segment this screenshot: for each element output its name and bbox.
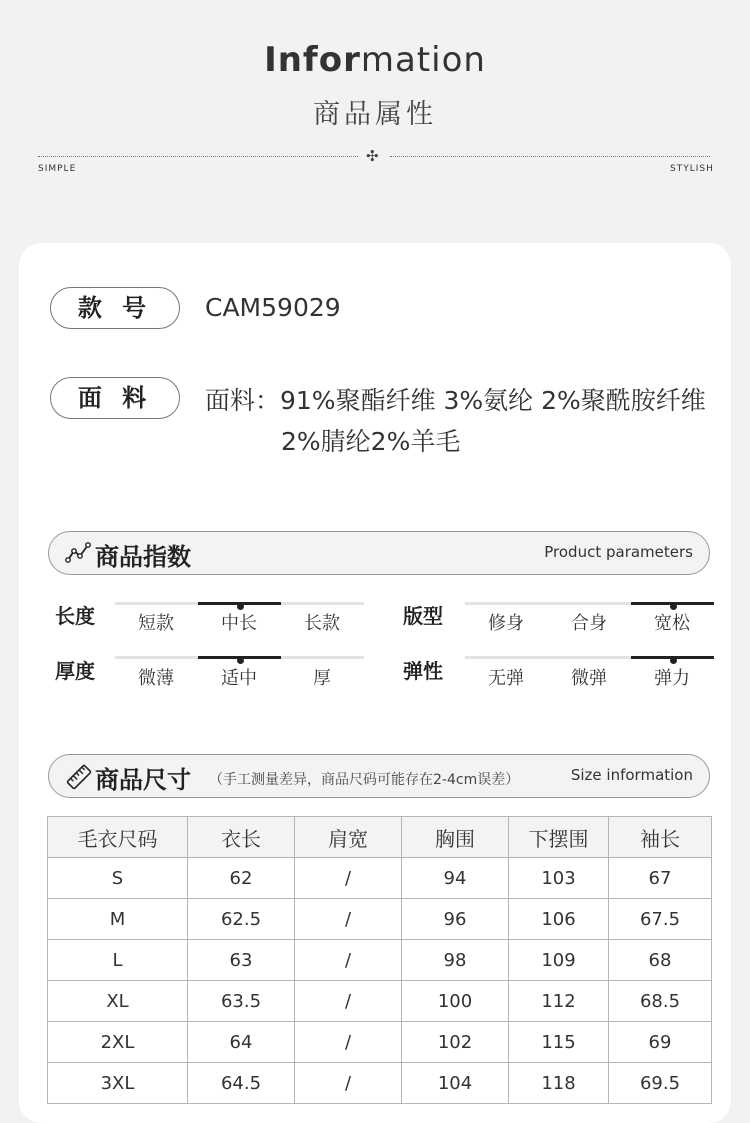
size-cell: /: [295, 940, 402, 981]
size-cell: 64: [188, 1022, 295, 1063]
table-row: [48, 1063, 712, 1104]
table-row: [48, 981, 712, 1022]
fabric-line1: 面料：91%聚酯纤维 3%氨纶 2%聚酰胺纤维: [205, 386, 706, 415]
size-cell: 115: [509, 1022, 609, 1063]
size-cell: 104: [402, 1063, 509, 1104]
size-cell: 2XL: [48, 1022, 188, 1063]
tag-stylish: STYLISH: [670, 164, 714, 174]
trend-line-icon: [65, 540, 91, 566]
size-cell: 67.5: [609, 899, 712, 940]
params-title-en: Product parameters: [544, 543, 693, 561]
size-cell: 62.5: [188, 899, 295, 940]
param-option: 短款: [138, 613, 174, 634]
param-option: 宽松: [654, 613, 690, 634]
size-header-cell: 袖长: [609, 817, 712, 858]
param-option: 修身: [488, 613, 524, 634]
size-cell: 118: [509, 1063, 609, 1104]
size-header-cell: 肩宽: [295, 817, 402, 858]
params-title: 商品指数: [95, 543, 191, 571]
title-bold-part: Infor: [264, 40, 361, 80]
table-row: [48, 1022, 712, 1063]
size-cell: 98: [402, 940, 509, 981]
param-option: 适中: [221, 668, 257, 689]
param-option: 厚: [313, 668, 331, 689]
divider-right: [390, 156, 710, 157]
param-option: 长款: [304, 613, 340, 634]
param-selected-dot: [237, 657, 244, 664]
size-cell: /: [295, 1022, 402, 1063]
size-cell: S: [48, 858, 188, 899]
size-section-bar: [48, 754, 710, 798]
size-table-header: [48, 817, 712, 858]
size-cell: 112: [509, 981, 609, 1022]
title-cn: 商品属性: [313, 99, 437, 130]
size-cell: 68: [609, 940, 712, 981]
cross-ornament-icon: ✣: [366, 147, 379, 165]
size-cell: 69.5: [609, 1063, 712, 1104]
tag-simple: SIMPLE: [38, 164, 77, 174]
size-cell: 63.5: [188, 981, 295, 1022]
size-cell: M: [48, 899, 188, 940]
param-option: 无弹: [488, 668, 524, 689]
size-cell: XL: [48, 981, 188, 1022]
ruler-icon: [65, 763, 93, 791]
size-cell: 106: [509, 899, 609, 940]
table-row: [48, 940, 712, 981]
size-cell: /: [295, 899, 402, 940]
size-title-en: Size information: [570, 766, 693, 784]
table-row: [48, 858, 712, 899]
size-cell: 3XL: [48, 1063, 188, 1104]
title-light-part: mation: [360, 40, 486, 80]
param-option: 合身: [571, 613, 607, 634]
size-cell: 109: [509, 940, 609, 981]
size-cell: 69: [609, 1022, 712, 1063]
size-header-cell: 胸围: [402, 817, 509, 858]
size-header-cell: 衣长: [188, 817, 295, 858]
title-information: [0, 40, 750, 80]
size-cell: 62: [188, 858, 295, 899]
param-label: 弹性: [403, 659, 443, 683]
size-cell: 96: [402, 899, 509, 940]
size-cell: /: [295, 981, 402, 1022]
style-no-pill: 款 号: [50, 287, 180, 329]
param-option: 中长: [221, 613, 257, 634]
param-option: 微弹: [571, 668, 607, 689]
size-cell: L: [48, 940, 188, 981]
param-label: 长度: [55, 604, 95, 628]
size-cell: 103: [509, 858, 609, 899]
page-header: [0, 0, 750, 200]
size-cell: 64.5: [188, 1063, 295, 1104]
param-option: 弹力: [654, 668, 690, 689]
style-no-value: CAM59029: [205, 293, 341, 322]
param-label: 版型: [403, 604, 443, 628]
param-selected-dot: [670, 657, 677, 664]
size-header-cell: 毛衣尺码: [48, 817, 188, 858]
size-cell: 63: [188, 940, 295, 981]
size-cell: 94: [402, 858, 509, 899]
params-section-bar: [48, 531, 710, 575]
table-row: [48, 899, 712, 940]
size-cell: 102: [402, 1022, 509, 1063]
size-cell: /: [295, 1063, 402, 1104]
fabric-pill: 面 料: [50, 377, 180, 419]
size-title: 商品尺寸: [95, 766, 191, 794]
size-cell: /: [295, 858, 402, 899]
size-cell: 100: [402, 981, 509, 1022]
size-table: [47, 816, 712, 1104]
fabric-line2: 2%腈纶2%羊毛: [281, 427, 461, 456]
param-label: 厚度: [55, 659, 95, 683]
size-header-cell: 下摆围: [509, 817, 609, 858]
size-cell: 67: [609, 858, 712, 899]
size-cell: 68.5: [609, 981, 712, 1022]
param-option: 微薄: [138, 668, 174, 689]
divider-left: [38, 156, 358, 157]
size-note: （手工测量差异，商品尺码可能存在2-4cm误差）: [209, 772, 520, 788]
